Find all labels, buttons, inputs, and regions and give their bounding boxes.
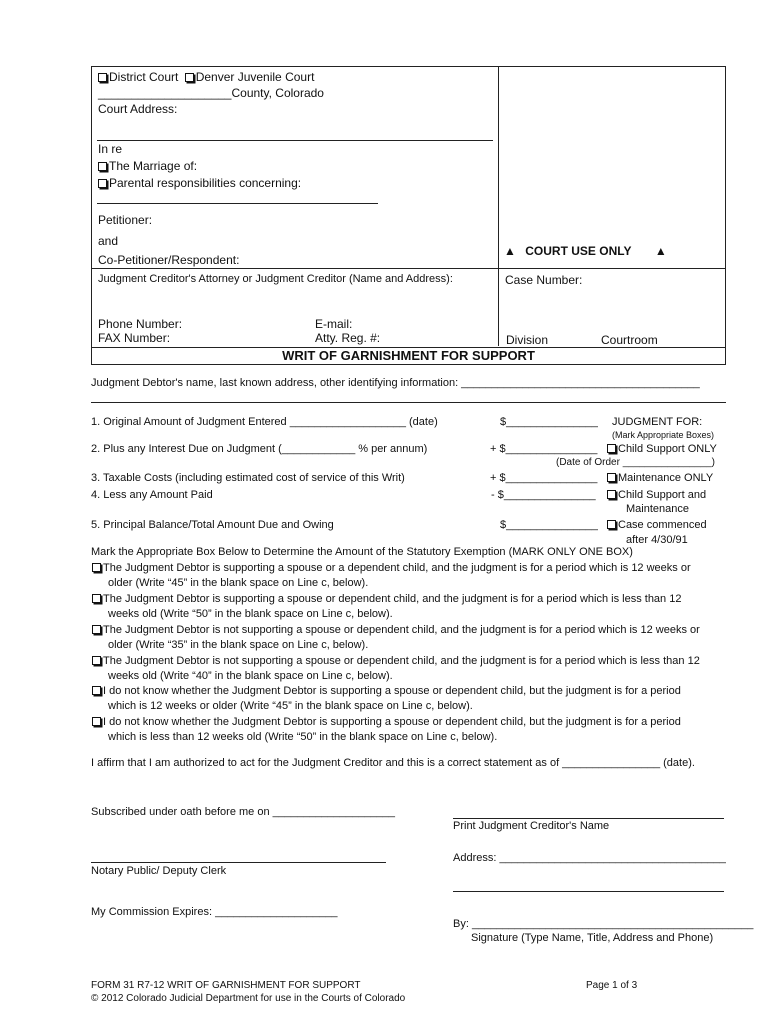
atty-reg-label: Atty. Reg. #: [315, 331, 381, 345]
parental-label: Parental responsibilities concerning: [109, 176, 302, 190]
option-3-checkbox[interactable] [92, 625, 101, 634]
maintenance-label: Maintenance [626, 503, 689, 515]
child-support-and-row [607, 489, 706, 501]
triangle-up-icon: ▲ [504, 244, 516, 258]
option-5-line2: which is 12 weeks or older (Write “45” in the blank space on Line c, below). [108, 700, 473, 712]
court-choice-row [98, 70, 314, 84]
option-2-line1: The Judgment Debtor is supporting a spouse or dependent child, and the judgment is for a period which is less than 12 [103, 593, 682, 605]
court-address-rule [97, 140, 493, 141]
amount-paid[interactable]: - $_______________ [491, 489, 596, 501]
option-1-line2: older (Write “45” in the blank space on Line c, below). [108, 577, 369, 589]
child-support-only-row [607, 443, 717, 455]
amount-original[interactable]: $_______________ [500, 416, 598, 428]
phone-label: Phone Number: [98, 317, 183, 331]
subscribed-line[interactable]: Subscribed under oath before me on ____________________ [91, 806, 395, 818]
child-support-only-label: Child Support ONLY [618, 443, 717, 455]
item-original-amount[interactable]: 1. Original Amount of Judgment Entered ___________________ (date) [91, 416, 438, 428]
in-re-label: In re [98, 142, 123, 156]
exemption-option-6[interactable] [92, 715, 725, 745]
print-name-caption: Print Judgment Creditor's Name [453, 820, 610, 832]
case-number-label: Case Number: [505, 273, 583, 287]
signature-caption: Signature (Type Name, Title, Address and Phone) [471, 932, 714, 944]
exemption-option-3[interactable] [92, 623, 725, 653]
exemption-option-2[interactable] [92, 592, 725, 622]
county-line[interactable]: ____________________County, Colorado [98, 86, 324, 100]
option-1-checkbox[interactable] [92, 563, 101, 572]
amount-taxable-costs[interactable]: + $_______________ [490, 472, 598, 484]
district-court-label: District Court [109, 70, 179, 84]
form-footer: FORM 31 R7-12 WRIT OF GARNISHMENT FOR SUPPORT [91, 980, 361, 991]
division-label: Division [506, 333, 549, 347]
after-date-label: after 4/30/91 [626, 534, 688, 546]
judgment-for-note: (Mark Appropriate Boxes) [612, 430, 715, 440]
option-1-line1: The Judgment Debtor is supporting a spouse or a dependent child, and the judgment is for a period which is 12 weeks or [103, 562, 691, 574]
triangle-up-icon: ▲ [654, 244, 667, 258]
court-address-label: Court Address: [98, 102, 178, 116]
maintenance-only-row [607, 472, 713, 484]
debtor-info-rule [91, 402, 726, 403]
by-signature-line[interactable]: By: ______________________________________________ [453, 918, 754, 930]
child-support-only-checkbox[interactable] [607, 444, 616, 453]
document-title: WRIT OF GARNISHMENT FOR SUPPORT [282, 348, 535, 363]
creditor-name-rule [453, 818, 724, 819]
exemption-option-4[interactable] [92, 654, 725, 684]
item-principal-balance: 5. Principal Balance/Total Amount Due and Owing [91, 519, 334, 531]
amount-interest[interactable]: + $_______________ [490, 443, 598, 455]
case-commenced-checkbox[interactable] [607, 520, 616, 529]
court-use-divider [498, 268, 725, 269]
courtroom-label: Courtroom [601, 333, 658, 347]
notary-caption: Notary Public/ Deputy Clerk [91, 865, 227, 877]
attorney-label: Judgment Creditor's Attorney or Judgment Creditor (Name and Address): [98, 273, 453, 285]
exemption-option-1[interactable] [92, 561, 725, 591]
maintenance-only-label: Maintenance ONLY [618, 472, 714, 484]
marriage-row [98, 159, 197, 173]
district-court-checkbox[interactable] [98, 73, 107, 82]
option-3-line2: older (Write “35” in the blank space on Line c, below). [108, 639, 369, 651]
exemption-option-5[interactable] [92, 684, 725, 714]
and-label: and [98, 234, 119, 248]
option-2-checkbox[interactable] [92, 594, 101, 603]
option-4-line2: weeks old (Write “40” in the blank space on Line c, below). [108, 670, 393, 682]
option-2-line2: weeks old (Write “50” in the blank space on Line c, below). [108, 608, 393, 620]
caption-box [91, 66, 726, 348]
juvenile-court-checkbox[interactable] [185, 73, 194, 82]
exemption-heading: Mark the Appropriate Box Below to Determine the Amount of the Statutory Exemption (MARK ONLY ONE BOX) [91, 546, 633, 558]
option-4-checkbox[interactable] [92, 656, 101, 665]
date-of-order[interactable]: (Date of Order ________________) [556, 457, 716, 468]
caption-divider-vertical [498, 66, 499, 346]
option-4-line1: The Judgment Debtor is not supporting a spouse or dependent child, and the judgment is for a period which is less than 12 [103, 655, 700, 667]
court-use-only-label: COURT USE ONLY [525, 244, 632, 258]
option-3-line1: The Judgment Debtor is not supporting a spouse or dependent child, and the judgment is for a period which is 12 weeks or [103, 624, 700, 636]
parties-rule [97, 203, 378, 204]
child-support-and-label: Child Support and [618, 489, 707, 501]
petitioner-label: Petitioner: [98, 213, 153, 227]
judgment-for-heading: JUDGMENT FOR: [612, 416, 703, 428]
parental-row [98, 176, 301, 190]
marriage-checkbox[interactable] [98, 162, 107, 171]
court-use-row [504, 244, 667, 258]
fax-label: FAX Number: [98, 331, 171, 345]
case-commenced-label: Case commenced [618, 519, 707, 531]
item-interest[interactable]: 2. Plus any Interest Due on Judgment (____________ % per annum) [91, 443, 428, 455]
address-rule-2 [453, 891, 724, 892]
option-6-line1: I do not know whether the Judgment Debtor is supporting a spouse or dependent child, but the judgment is for a period [103, 716, 681, 728]
email-label: E-mail: [315, 317, 353, 331]
copyright-footer: © 2012 Colorado Judicial Department for use in the Courts of Colorado [91, 993, 406, 1004]
item-taxable-costs[interactable]: 3. Taxable Costs (including estimated cost of service of this Writ) [91, 472, 405, 484]
case-commenced-row [607, 519, 707, 531]
commission-expires-line[interactable]: My Commission Expires: ____________________ [91, 906, 338, 918]
page-number: Page 1 of 3 [586, 980, 638, 991]
item-amount-paid: 4. Less any Amount Paid [91, 489, 213, 501]
amount-principal-balance[interactable]: $_______________ [500, 519, 598, 531]
option-5-checkbox[interactable] [92, 686, 101, 695]
option-5-line1: I do not know whether the Judgment Debtor is supporting a spouse or dependent child, but the judgment is for a period [103, 685, 681, 697]
child-support-and-checkbox[interactable] [607, 490, 616, 499]
debtor-info-line[interactable]: Judgment Debtor's name, last known address, other identifying information: _______________________________________ [91, 377, 700, 389]
option-6-line2: which is less than 12 weeks old (Write “50” in the blank space on Line c, below). [108, 731, 498, 743]
maintenance-only-checkbox[interactable] [607, 473, 616, 482]
co-petitioner-label: Co-Petitioner/Respondent: [98, 253, 240, 267]
marriage-label: The Marriage of: [109, 159, 198, 173]
juvenile-court-label: Denver Juvenile Court [195, 70, 315, 84]
parental-checkbox[interactable] [98, 179, 107, 188]
affirmation-statement[interactable]: I affirm that I am authorized to act for the Judgment Creditor and this is a correct statement as of ________________ (date). [91, 757, 695, 769]
option-6-checkbox[interactable] [92, 717, 101, 726]
address-line[interactable]: Address: _____________________________________ [453, 852, 726, 864]
notary-rule [91, 862, 386, 863]
